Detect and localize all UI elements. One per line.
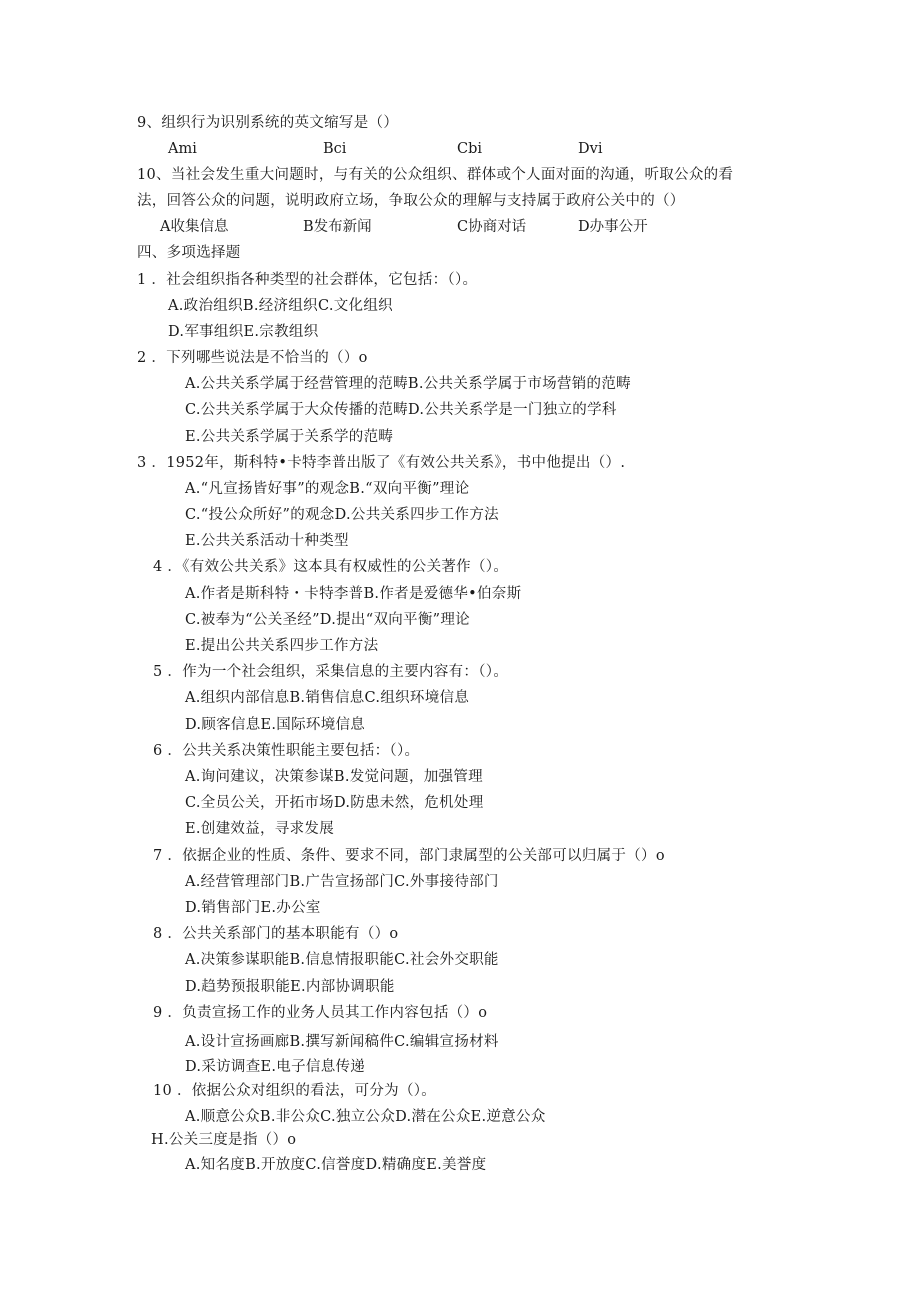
multi-q6-stem: 6 ．公共关系决策性职能主要包括：（）。 (153, 743, 420, 759)
q9-option-a: Ami (168, 141, 197, 157)
multi-q3-stem: 3 ．1952年，斯科特•卡特李普出版了《有效公共关系》，书中他提出（）. (137, 455, 626, 471)
multi-q8-options: A.决策参谋职能B.信息情报职能C.社会外交职能 (185, 952, 499, 968)
multi-q6-options: E.创建效益，寻求发展 (185, 821, 334, 837)
multi-q8-stem: 8 ．公共关系部门的基本职能有（）o (153, 926, 399, 942)
multi-q7-options: D.销售部门E.办公室 (185, 900, 321, 916)
multi-q4-options: E.提出公共关系四步工作方法 (185, 638, 379, 654)
multi-q9-options: A.设计宣扬画廊B.撰写新闻稿件C.编辑宣扬材料 (185, 1034, 499, 1050)
multi-q2-options: C.公共关系学属于大众传播的范畴D.公共关系学是一门独立的学科 (185, 402, 617, 418)
multi-q4-options: A.作者是斯科特・卡特李普B.作者是爱德华•伯奈斯 (185, 586, 522, 602)
q9-option-b: Bci (323, 141, 347, 157)
multi-q11-stem: H.公关三度是指（）o (151, 1132, 297, 1148)
q10-stem-line1: 10、当社会发生重大问题时，与有关的公众组织、群体或个人面对面的沟通，听取公众的看 (137, 167, 734, 183)
multi-q5-options: A.组织内部信息B.销售信息C.组织环境信息 (185, 690, 470, 706)
multi-q4-options: C.被奉为“公关圣经”D.提出“双向平衡”理论 (185, 612, 470, 628)
multi-q4-stem: 4 ．《有效公共关系》这本具有权威性的公关著作（）。 (153, 559, 509, 575)
multi-q7-stem: 7 ．依据企业的性质、条件、要求不同，部门隶属型的公关部可以归属于（）o (153, 848, 665, 864)
multi-q9-options: D.采访调查E.电子信息传递 (185, 1059, 366, 1075)
multi-q3-options: C.“投公众所好”的观念D.公共关系四步工作方法 (185, 507, 499, 523)
q9-option-c: Cbi (457, 141, 483, 157)
multi-q9-stem: 9 ．负责宣扬工作的业务人员其工作内容包括（）o (153, 1005, 488, 1021)
multi-q1-stem: 1 ．社会组织指各种类型的社会群体，它包括：（）。 (137, 272, 478, 288)
q10-option-c: C协商对话 (457, 219, 527, 235)
multi-q6-options: C.全员公关，开拓市场D.防患未然，危机处理 (185, 795, 484, 811)
multi-q6-options: A.询问建议，决策参谋B.发觉问题，加强管理 (185, 769, 483, 785)
q9-option-d: Dvi (578, 141, 603, 157)
multi-q8-options: D.趋势预报职能E.内部协调职能 (185, 979, 395, 995)
q10-stem-line2: 法，回答公众的问题，说明政府立场，争取公众的理解与支持属于政府公关中的（） (137, 193, 685, 209)
multi-q10-options: A.顺意公众B.非公众C.独立公众D.潜在公众E.逆意公众 (185, 1109, 546, 1125)
section-title: 四、多项选择题 (137, 245, 241, 261)
multi-q2-options: A.公共关系学属于经营管理的范畴B.公共关系学属于市场营销的范畴 (185, 376, 631, 392)
multi-q7-options: A.经营管理部门B.广告宣扬部门C.外事接待部门 (185, 874, 499, 890)
multi-q5-stem: 5 ．作为一个社会组织，采集信息的主要内容有：（）。 (153, 664, 509, 680)
q10-option-d: D办事公开 (578, 219, 648, 235)
q10-option-a: A收集信息 (160, 219, 229, 235)
multi-q3-options: E.公共关系活动十种类型 (185, 533, 349, 549)
multi-q2-stem: 2 ．下列哪些说法是不恰当的（）o (137, 350, 368, 366)
multi-q1-options: A.政治组织B.经济组织C.文化组织 (168, 298, 393, 314)
q9-stem: 9、组织行为识别系统的英文缩写是（） (137, 115, 399, 131)
q10-option-b: B发布新闻 (303, 219, 372, 235)
multi-q3-options: A.“凡宣扬皆好事”的观念B.“双向平衡”理论 (185, 481, 470, 497)
multi-q5-options: D.顾客信息E.国际环境信息 (185, 717, 366, 733)
multi-q1-options: D.军事组织E.宗教组织 (168, 324, 319, 340)
multi-q11-options: A.知名度B.开放度C.信誉度D.精确度E.美誉度 (185, 1157, 487, 1173)
multi-q10-stem: 10 ．依据公众对组织的看法，可分为（）。 (153, 1083, 437, 1099)
multi-q2-options: E.公共关系学属于关系学的范畴 (185, 429, 394, 445)
